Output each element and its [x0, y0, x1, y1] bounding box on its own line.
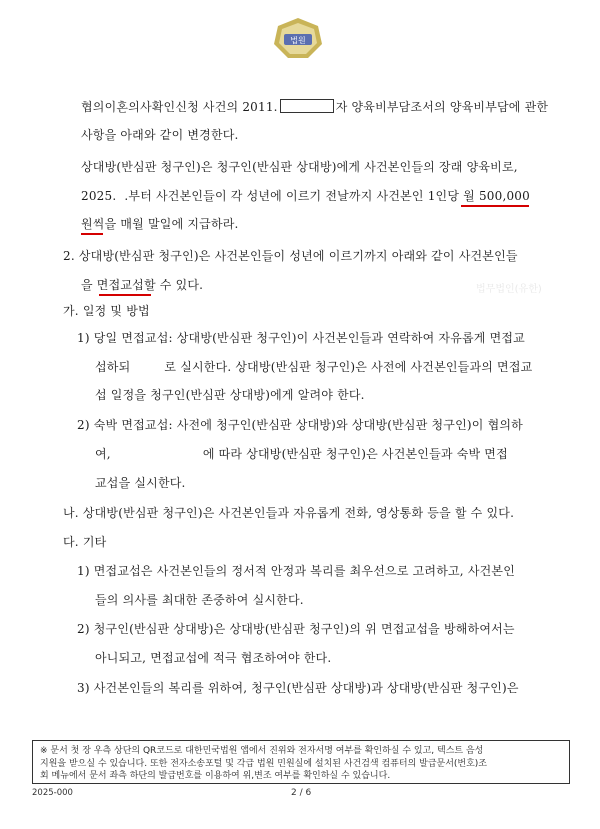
- section-na-line: 나. 상대방(반심판 청구인)은 사건본인들과 자유롭게 전화, 영상통화 등을 할 수 있다.: [63, 506, 515, 520]
- visitation-underline: [99, 294, 151, 296]
- item-ga-2-line-3: 교섭을 실시한다.: [95, 476, 186, 490]
- item-da-1-line-1: 1) 면접교섭은 사건본인들의 정서적 안정과 복리를 최우선으로 고려하고, 사건본인: [77, 564, 515, 578]
- item-ga-2-line-1: 2) 숙박 면접교섭: 사전에 청구인(반심판 상대방)와 상대방(반심판 청구인)이 협의하: [77, 418, 523, 432]
- item-ga-1-line-3: 섭 일정을 청구인(반심판 상대방)에게 알려야 한다.: [95, 388, 365, 402]
- item-da-3-line-1: 3) 사건본인들의 복리를 위하여, 청구인(반심판 상대방)과 상대방(반심판 청구인)은: [77, 681, 519, 695]
- notice-line-2: 지원을 받으실 수 있습니다. 또한 전자소송포털 및 각급 법원 민원실에 설치된 사건검색 컴퓨터의 발급문서(번호)조: [40, 758, 488, 769]
- amount-unit-underline: [81, 233, 103, 235]
- notice-line-1: ※ 문서 첫 장 우측 상단의 QR코드로 대한민국법원 앱에서 진위와 전자서명 여부를 확인하실 수 있고, 텍스트 음성: [40, 746, 484, 756]
- page-number: 2 / 6: [291, 788, 312, 798]
- item-ga-1-line-2: 섭하되 로 실시한다. 상대방(반심판 청구인)은 사전에 사건본인들과의 면접교: [95, 360, 533, 374]
- para-1-line-5: 원씩을 매월 말일에 지급하라.: [81, 217, 239, 231]
- item-da-1-line-2: 들의 의사를 최대한 존중하여 실시한다.: [95, 593, 304, 607]
- item-2-line-1: 2. 상대방(반심판 청구인)은 사건본인들이 성년에 이르기까지 아래와 같이 사건본인들: [63, 249, 518, 263]
- redaction-box: [280, 99, 334, 113]
- item-da-2-line-1: 2) 청구인(반심판 상대방)은 상대방(반심판 청구인)의 위 면접교섭을 방해하여서는: [77, 622, 515, 636]
- para-1-line-2: 사항을 아래와 같이 변경한다.: [81, 128, 239, 142]
- watermark-text: 법무법인(유한): [476, 284, 542, 295]
- item-ga-1-line-1: 1) 당일 면접교섭: 상대방(반심판 청구인)이 사건본인들과 연락하여 자유롭게 면접교: [77, 331, 525, 345]
- document-code: 2025-000: [32, 788, 73, 798]
- para-1-line-4: 2025. .부터 사건본인들이 각 성년에 이르기 전날까지 사건본인 1인당 월 500,000: [81, 189, 530, 203]
- notice-line-3: 회 메뉴에서 문서 좌측 하단의 발급번호를 이용하여 위,변조 여부를 확인하실 수 있습니다.: [40, 771, 391, 781]
- section-da-heading: 다. 기타: [63, 535, 107, 549]
- amount-underline: [461, 205, 529, 207]
- section-ga-heading: 가. 일정 및 방법: [63, 304, 150, 318]
- verification-notice: [32, 740, 570, 784]
- item-da-2-line-2: 아니되고, 면접교섭에 적극 협조하여야 한다.: [95, 651, 332, 665]
- court-seal-icon: [272, 16, 324, 60]
- item-ga-2-line-2: 여, 에 따라 상대방(반심판 청구인)은 사건본인들과 숙박 면접: [95, 447, 508, 461]
- item-2-line-2: 을 면접교섭할 수 있다.: [81, 278, 204, 292]
- para-1-line-1: 협의이혼의사확인신청 사건의 2011. 자 양육비부담조서의 양육비부담에 관한: [81, 100, 549, 114]
- seal-label: 법원: [290, 36, 306, 45]
- para-1-line-3: 상대방(반심판 청구인)은 청구인(반심판 상대방)에게 사건본인들의 장래 양육비로,: [81, 160, 518, 174]
